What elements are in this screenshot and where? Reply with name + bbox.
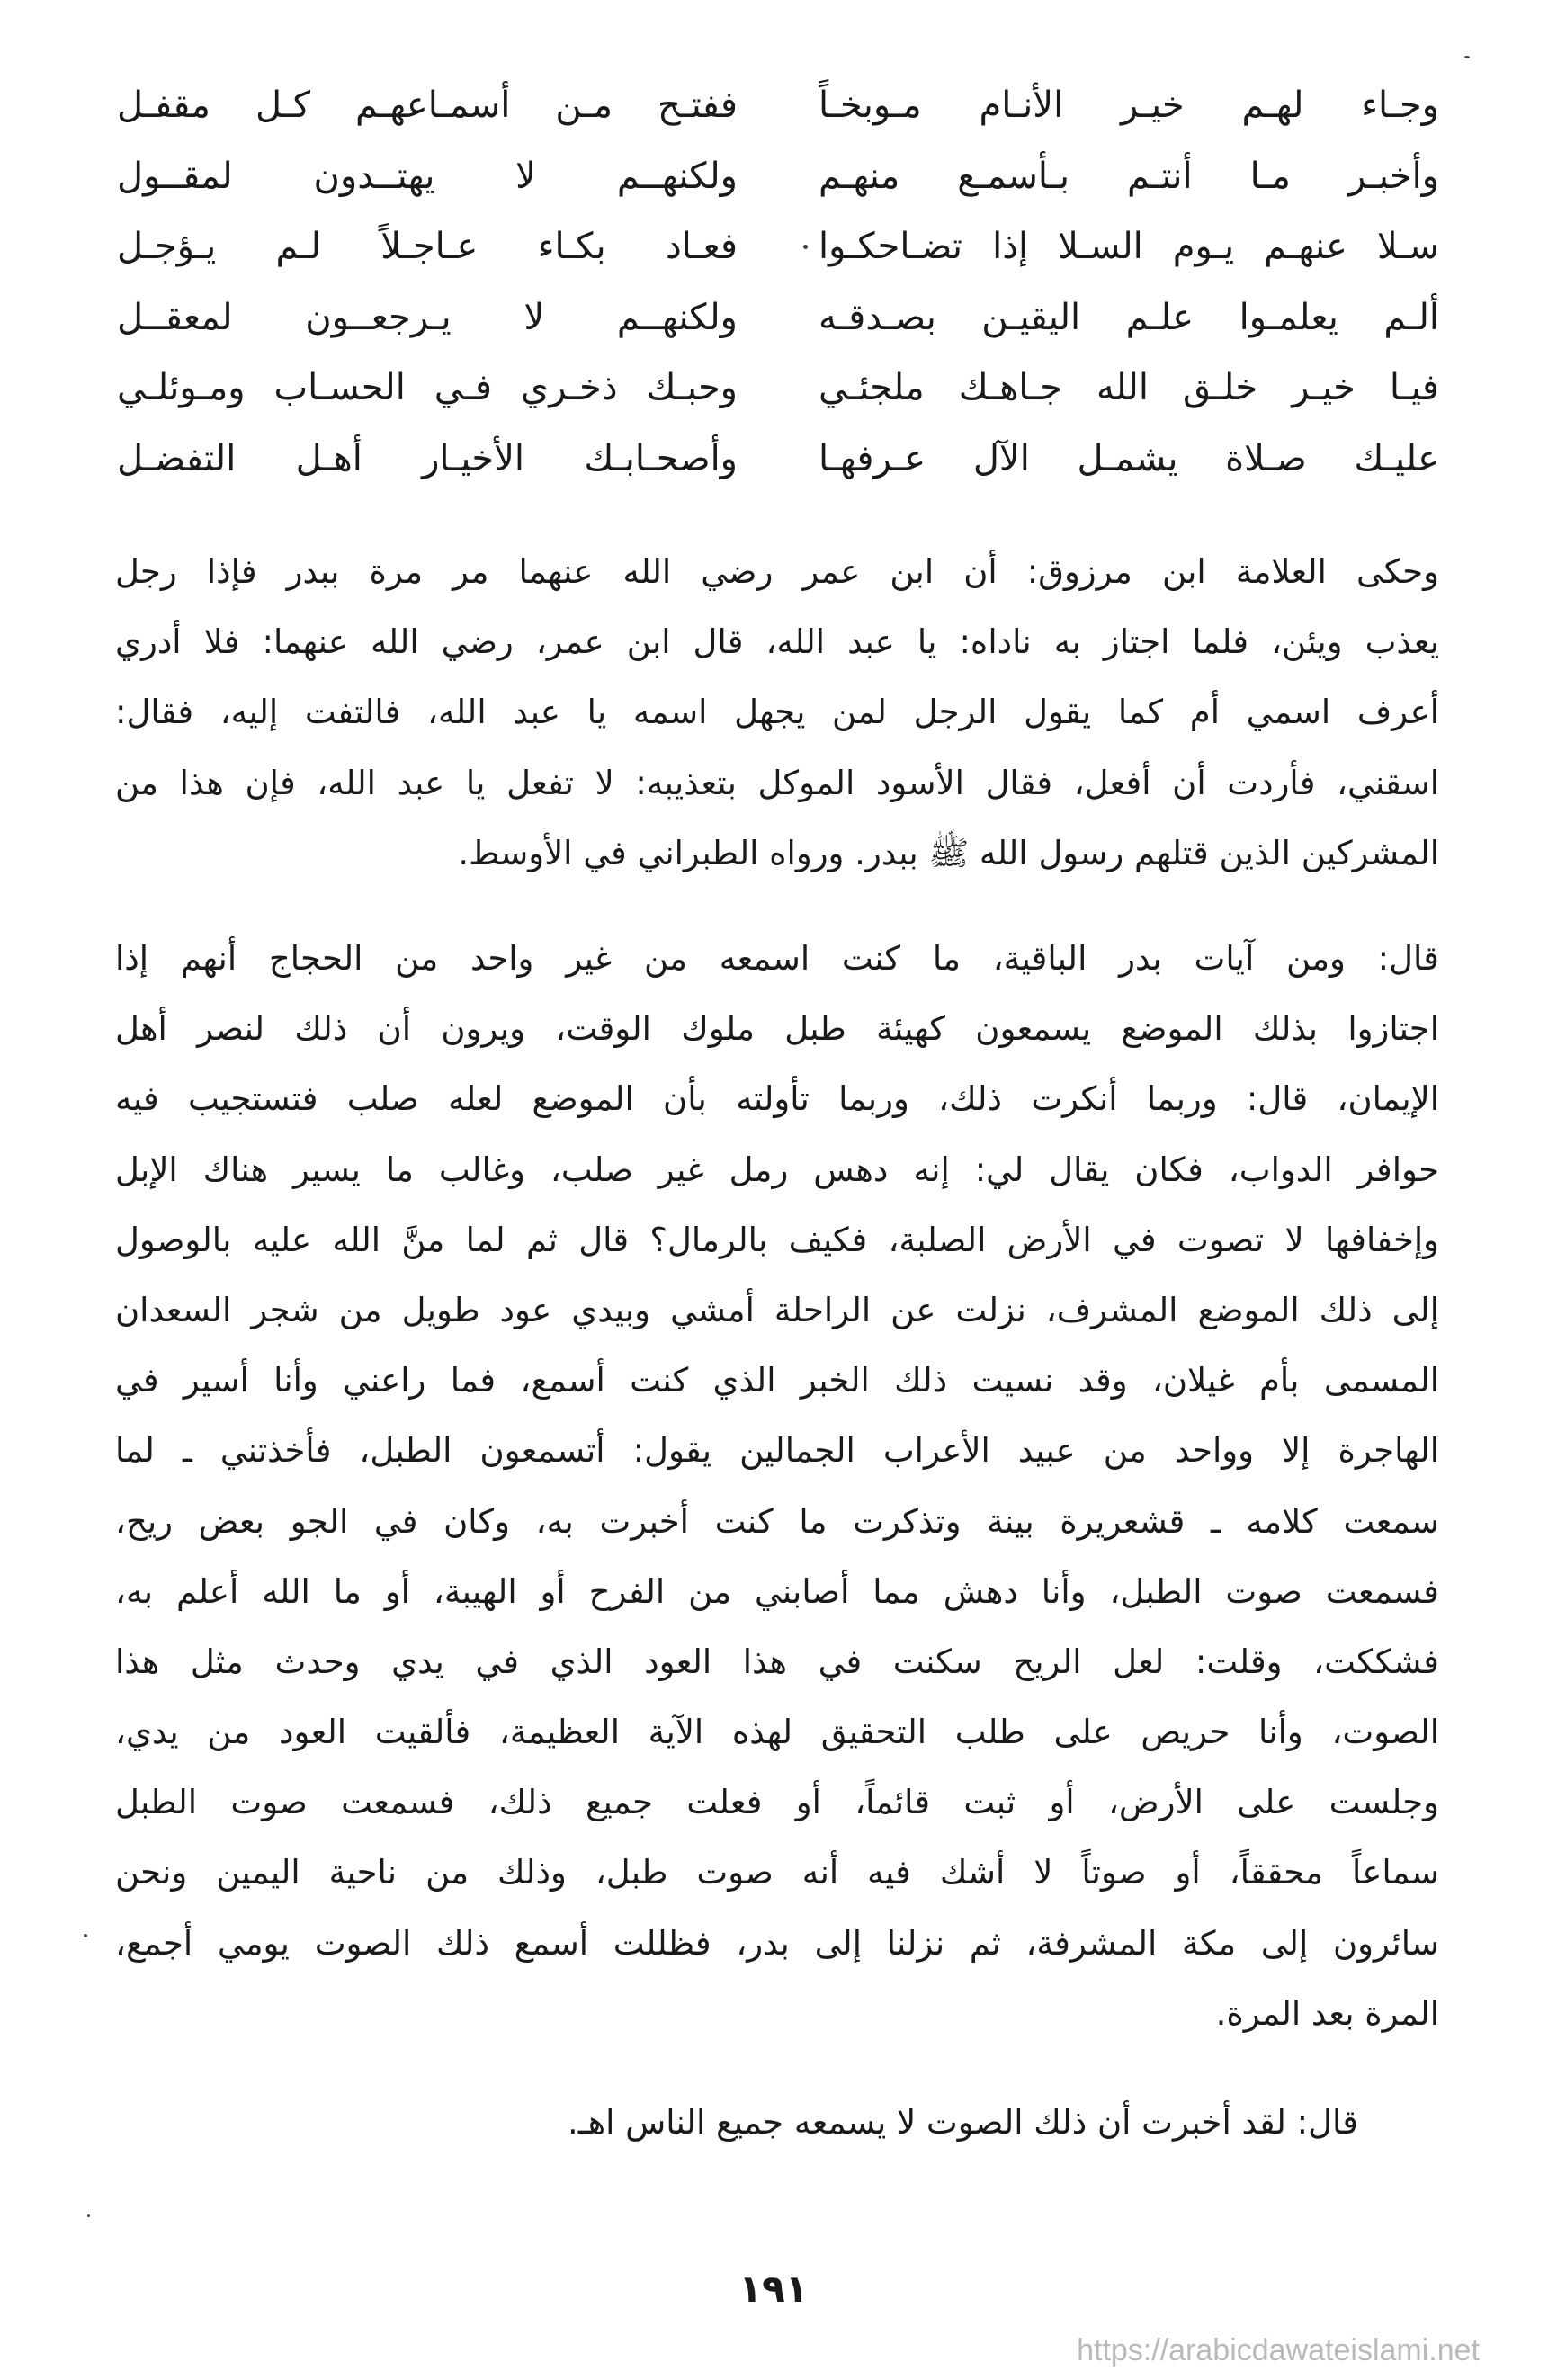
text-line: سماعاً محققاً، أو صوتاً لا أشك فيه أنه صوت طبل، وذلك من ناحية اليمين ونحن — [115, 1853, 1439, 1892]
verse-second-hemistich: ولكنهــم لا يـرجعــون لمعقــل — [117, 296, 738, 338]
scan-speck — [87, 2214, 90, 2217]
poem-verse — [117, 211, 1439, 282]
text-line: الإيمان، قال: وربما أنكرت ذلك، وربما تأولته بأن الموضع لعله صلب فتستجيب فيه — [115, 1079, 1439, 1119]
scan-speck — [84, 1934, 87, 1937]
poem-verse — [117, 141, 1439, 212]
text-line: المسمى بأم غيلان، وقد نسيت ذلك الخبر الذي كنت أسمع، فما راعني وأنا أسير في — [115, 1361, 1439, 1400]
paragraph-badr-signs — [115, 924, 1439, 2049]
paragraph-closing — [115, 2088, 1439, 2158]
paragraph-ibn-marzuq — [115, 537, 1439, 889]
text-line: وإخفافها لا تصوت في الأرض الصلبة، فكيف بالرمال؟ قال ثم لما منَّ الله عليه بالوصول — [115, 1220, 1439, 1259]
text-line: سائرون إلى مكة المشرفة، ثم نزلنا إلى بدر، فظللت أسمع ذلك الصوت يومي أجمع، — [115, 1923, 1439, 1963]
poem-verse — [117, 424, 1439, 495]
text-line: وحكى العلامة ابن مرزوق: أن ابن عمر رضي الله عنهما مر مرة ببدر فإذا رجل — [115, 552, 1439, 591]
verse-second-hemistich: ففتـح مـن أسمـاعهـم كـل مقفـل — [117, 85, 738, 126]
verse-first-hemistich: وأخبـر مـا أنتـم بـأسمـع منهـم — [819, 155, 1439, 197]
verse-first-hemistich: سـلا عنهـم يـوم السـلا إذا تضـاحكـوا — [819, 226, 1439, 267]
text-line: وجلست على الأرض، أو ثبت قائماً، أو فعلت جميع ذلك، فسمعت صوت الطبل — [115, 1783, 1439, 1822]
text-line: المرة بعد المرة. — [1215, 1993, 1439, 2033]
verse-first-hemistich: وجـاء لهـم خيـر الأنـام مـوبخـاً — [819, 85, 1439, 126]
text-line: فشككت، وقلت: لعل الريح سكنت في هذا العود الذي في يدي وحدث مثل هذا — [115, 1642, 1439, 1681]
poem-verse — [117, 70, 1439, 141]
poem-verse — [117, 353, 1439, 424]
text-line: فسمعت صوت الطبل، وأنا دهش مما أصابني من الفرح أو الهيبة، أو ما الله أعلم به، — [115, 1571, 1439, 1611]
watermark-url: https://arabicdawateislami.net — [1077, 2333, 1480, 2367]
text-line: أعرف اسمي أم كما يقول الرجل لمن يجهل اسمه يا عبد الله، فالتفت إليه، فقال: — [115, 693, 1439, 732]
text-line: اسقني، فأردت أن أفعل، فقال الأسود الموكل بتعذيبه: لا تفعل يا عبد الله، فإن هذا من — [115, 763, 1439, 802]
text-line: إلى ذلك الموضع المشرف، نزلت عن الراحلة أمشي وبيدي عود طويل من شجر السعدان — [115, 1290, 1439, 1329]
text-line: قال: ومن آيات بدر الباقية، ما كنت اسمعه من غير واحد من الحجاج أنهم إذا — [115, 939, 1439, 978]
text-line: يعذب ويئن، فلما اجتاز به ناداه: يا عبد الله، قال ابن عمر، رضي الله عنهما: فلا أدري — [115, 622, 1439, 662]
scan-speck — [1464, 56, 1470, 58]
verse-first-hemistich: عليـك صـلاة يشمـل الآل عـرفهـا — [819, 437, 1439, 479]
text-line: حوافر الدواب، فكان يقال لي: إنه دهس رمل غير صلب، وغالب ما يسير هناك الإبل — [115, 1150, 1439, 1189]
verse-first-hemistich: فيـا خيـر خلـق الله جـاهـك ملجئـي — [819, 367, 1439, 408]
page-number: ١٩١ — [738, 2267, 809, 2311]
poem-verse — [117, 282, 1439, 353]
verse-second-hemistich: ولكنهــم لا يهتــدون لمقــول — [117, 155, 738, 197]
text-line: سمعت كلامه ـ قشعريرة بينة وتذكرت ما كنت أخبرت به، وكان في الجو بعض ريح، — [115, 1501, 1439, 1541]
verse-second-hemistich: فعـاد بكـاء عـاجـلاً لـم يـؤجـل — [117, 226, 738, 267]
text-line: الهاجرة إلا وواحد من عبيد الأعراب الجمالين يقول: أتسمعون الطبل، فأخذتني ـ لما — [115, 1431, 1439, 1471]
text-line: اجتازوا بذلك الموضع يسمعون كهيئة طبل ملوك الوقت، ويرون أن ذلك لنصر أهل — [115, 1009, 1439, 1049]
verse-second-hemistich: وحبـك ذخـري فـي الحسـاب ومـوئلـي — [117, 367, 738, 408]
text-line: الصوت، وأنا حريص على طلب التحقيق لهذه الآية العظيمة، فألقيت العود من يدي، — [115, 1713, 1439, 1752]
poem — [117, 70, 1439, 494]
text-line: المشركين الذين قتلهم رسول الله ﷺ ببدر. ورواه الطبراني في الأوسط. — [458, 833, 1439, 872]
verse-second-hemistich: وأصحـابـك الأخيـار أهـل التفضـل — [117, 437, 738, 479]
text-line: قال: لقد أخبرت أن ذلك الصوت لا يسمعه جميع الناس اهـ. — [567, 2103, 1358, 2142]
verse-first-hemistich: ألـم يعلمـوا علـم اليقيـن بصـدقـه — [819, 296, 1439, 338]
